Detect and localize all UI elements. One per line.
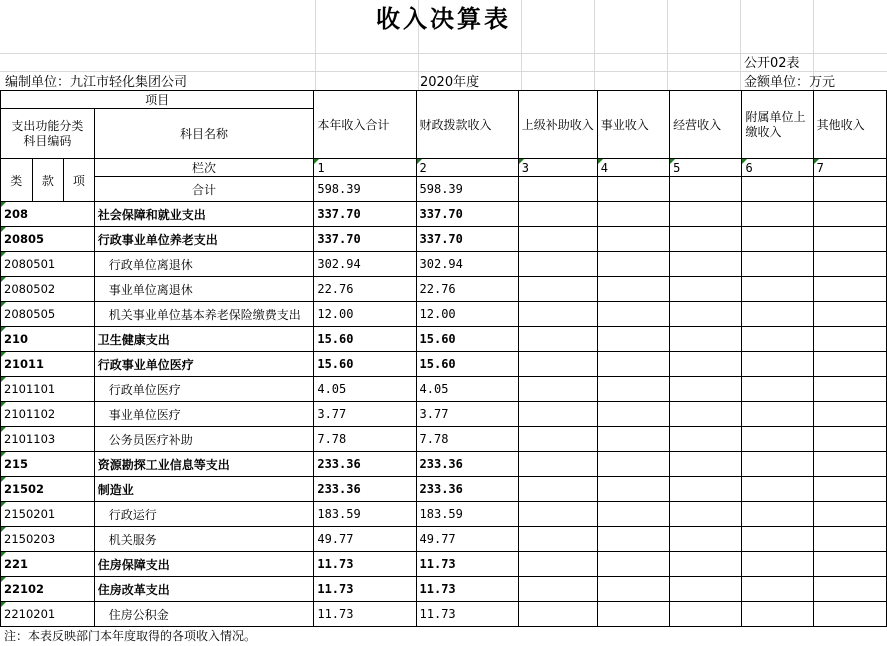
empty-cell [518,327,597,352]
empty-cell [518,177,597,202]
total-row-label: 合计 [94,177,314,202]
subject-code: 208 [1,202,95,227]
subject-name: 卫生健康支出 [94,327,314,352]
fiscal-income-value: 183.59 [416,502,518,527]
empty-cell [597,202,669,227]
subject-name: 机关事业单位基本养老保险缴费支出 [94,302,314,327]
empty-cell [670,427,742,452]
empty-cell [670,277,742,302]
form-label: 公开02表 [744,56,800,71]
total-income-value: 22.76 [314,277,416,302]
fiscal-income-value: 233.36 [416,452,518,477]
subject-code: 2150201 [1,502,95,527]
table-row [1,302,887,327]
empty-cell [813,202,886,227]
table-row [1,352,887,377]
subject-name: 行政运行 [94,502,314,527]
fiscal-income-value: 15.60 [416,352,518,377]
xiang-header: 项 [64,159,95,202]
empty-cell [742,227,813,252]
empty-cell [597,577,669,602]
operating-income-header: 经营收入 [670,91,742,159]
subject-code: 2080505 [1,302,95,327]
empty-cell [670,527,742,552]
superior-subsidy-header: 上级补助收入 [518,91,597,159]
code-group-header: 支出功能分类科目编码 [1,109,95,159]
total-income-value: 15.60 [314,352,416,377]
fiscal-income-value: 3.77 [416,402,518,427]
table-row [1,327,887,352]
empty-cell [813,277,886,302]
empty-cell [597,277,669,302]
subject-code: 21011 [1,352,95,377]
subject-code: 2150203 [1,527,95,552]
col-number: 1 [314,159,416,177]
subject-name: 社会保障和就业支出 [94,202,314,227]
total-income-value: 11.73 [314,577,416,602]
empty-cell [742,577,813,602]
fiscal-income-value: 11.73 [416,577,518,602]
empty-cell [597,377,669,402]
empty-cell [813,552,886,577]
total-income-value: 3.77 [314,402,416,427]
empty-cell [742,352,813,377]
subject-name: 行政事业单位养老支出 [94,227,314,252]
subject-name: 住房改革支出 [94,577,314,602]
empty-cell [813,327,886,352]
table-row [1,402,887,427]
table-row [1,252,887,277]
subject-code: 210 [1,327,95,352]
empty-cell [518,452,597,477]
total-income-value: 183.59 [314,502,416,527]
item-header: 项目 [1,91,314,109]
empty-cell [670,302,742,327]
subject-name: 资源勘探工业信息等支出 [94,452,314,477]
total-income-value: 233.36 [314,452,416,477]
empty-cell [518,352,597,377]
col-number: 4 [597,159,669,177]
table-row [1,477,887,502]
table-row [1,552,887,577]
subject-code: 2101103 [1,427,95,452]
fiscal-income-value: 49.77 [416,527,518,552]
subject-name: 制造业 [94,477,314,502]
empty-cell [597,302,669,327]
subject-code: 215 [1,452,95,477]
kuan-header: 款 [32,159,64,202]
empty-cell [518,602,597,627]
empty-cell [813,477,886,502]
empty-cell [518,552,597,577]
empty-cell [597,502,669,527]
fiscal-income-value: 337.70 [416,202,518,227]
fiscal-income-value: 11.73 [416,602,518,627]
empty-cell [813,427,886,452]
total-income-value: 11.73 [314,602,416,627]
empty-cell [813,602,886,627]
subject-name: 住房保障支出 [94,552,314,577]
empty-cell [597,552,669,577]
fiscal-income-value: 4.05 [416,377,518,402]
table-row [1,427,887,452]
empty-cell [670,602,742,627]
table-row [1,377,887,402]
subject-code: 21502 [1,477,95,502]
empty-cell [742,377,813,402]
empty-cell [597,402,669,427]
total-income-value: 233.36 [314,477,416,502]
empty-cell [597,252,669,277]
empty-cell [518,252,597,277]
empty-cell [670,377,742,402]
subject-name-header: 科目名称 [94,109,314,159]
year-label: 2020年度 [420,75,480,90]
subject-code: 2080501 [1,252,95,277]
empty-cell [813,502,886,527]
empty-cell [813,177,886,202]
empty-cell [813,227,886,252]
empty-cell [742,527,813,552]
empty-cell [742,277,813,302]
empty-cell [670,452,742,477]
subject-name: 机关服务 [94,527,314,552]
empty-cell [670,552,742,577]
table-row [1,527,887,552]
subject-code: 2101101 [1,377,95,402]
fiscal-income-value: 12.00 [416,302,518,327]
fiscal-income-value: 7.78 [416,427,518,452]
subject-code: 20805 [1,227,95,252]
empty-cell [518,577,597,602]
footnote: 注：本表反映部门本年度取得的各项收入情况。 [4,629,257,643]
empty-cell [518,377,597,402]
empty-cell [813,527,886,552]
fiscal-income-value: 233.36 [416,477,518,502]
empty-cell [597,177,669,202]
empty-cell [813,377,886,402]
empty-cell [742,177,813,202]
table-row [1,502,887,527]
col-number: 6 [742,159,813,177]
unit-label: 编制单位：九江市轻化集团公司 [5,75,188,90]
fiscal-income-header: 财政拨款收入 [416,91,518,159]
empty-cell [813,577,886,602]
empty-cell [597,427,669,452]
fiscal-income-value: 302.94 [416,252,518,277]
total-income-value: 337.70 [314,227,416,252]
subject-code: 22102 [1,577,95,602]
amount-unit-label: 金额单位：万元 [744,75,836,90]
total-income-header: 本年收入合计 [314,91,416,159]
total-income-value: 11.73 [314,552,416,577]
row-index-label: 栏次 [94,159,314,177]
empty-cell [742,402,813,427]
total-income-value: 302.94 [314,252,416,277]
empty-cell [518,477,597,502]
empty-cell [742,302,813,327]
subject-name: 行政单位离退休 [94,252,314,277]
empty-cell [670,477,742,502]
empty-cell [742,252,813,277]
total-income-value: 15.60 [314,327,416,352]
total-income-value: 337.70 [314,202,416,227]
business-income-header: 事业收入 [597,91,669,159]
total-row-total: 598.39 [314,177,416,202]
subsidiary-income-header: 附属单位上缴收入 [742,91,813,159]
income-table [0,90,887,627]
subject-name: 行政事业单位医疗 [94,352,314,377]
subject-name: 公务员医疗补助 [94,427,314,452]
empty-cell [670,402,742,427]
subject-name: 住房公积金 [94,602,314,627]
empty-cell [742,552,813,577]
fiscal-income-value: 337.70 [416,227,518,252]
empty-cell [597,327,669,352]
table-row [1,452,887,477]
empty-cell [742,427,813,452]
total-row-fiscal: 598.39 [416,177,518,202]
empty-cell [742,327,813,352]
empty-cell [518,277,597,302]
empty-cell [670,352,742,377]
empty-cell [597,352,669,377]
empty-cell [813,352,886,377]
lei-header: 类 [1,159,33,202]
subject-name: 事业单位医疗 [94,402,314,427]
total-income-value: 12.00 [314,302,416,327]
empty-cell [518,402,597,427]
table-row [1,602,887,627]
empty-cell [518,502,597,527]
subject-code: 2101102 [1,402,95,427]
empty-cell [742,477,813,502]
empty-cell [670,577,742,602]
fiscal-income-value: 22.76 [416,277,518,302]
empty-cell [670,227,742,252]
empty-cell [518,427,597,452]
empty-cell [813,452,886,477]
page-title: 收入决算表 [376,4,511,33]
total-income-value: 4.05 [314,377,416,402]
empty-cell [813,402,886,427]
empty-cell [670,502,742,527]
fiscal-income-value: 15.60 [416,327,518,352]
table-row [1,202,887,227]
empty-cell [597,227,669,252]
total-income-value: 49.77 [314,527,416,552]
total-income-value: 7.78 [314,427,416,452]
empty-cell [518,202,597,227]
col-number: 5 [670,159,742,177]
table-row [1,277,887,302]
empty-cell [670,177,742,202]
empty-cell [670,252,742,277]
empty-cell [518,527,597,552]
empty-cell [742,202,813,227]
col-number: 2 [416,159,518,177]
other-income-header: 其他收入 [813,91,886,159]
empty-cell [813,302,886,327]
col-number: 3 [518,159,597,177]
empty-cell [518,227,597,252]
empty-cell [597,452,669,477]
empty-cell [597,602,669,627]
empty-cell [597,477,669,502]
col-number: 7 [813,159,886,177]
empty-cell [742,502,813,527]
subject-code: 2080502 [1,277,95,302]
empty-cell [742,602,813,627]
empty-cell [597,527,669,552]
subject-code: 221 [1,552,95,577]
fiscal-income-value: 11.73 [416,552,518,577]
empty-cell [670,327,742,352]
table-row [1,227,887,252]
empty-cell [813,252,886,277]
table-row [1,577,887,602]
subject-code: 2210201 [1,602,95,627]
subject-name: 事业单位离退休 [94,277,314,302]
empty-cell [518,302,597,327]
empty-cell [670,202,742,227]
gridline [0,53,887,54]
empty-cell [742,452,813,477]
subject-name: 行政单位医疗 [94,377,314,402]
